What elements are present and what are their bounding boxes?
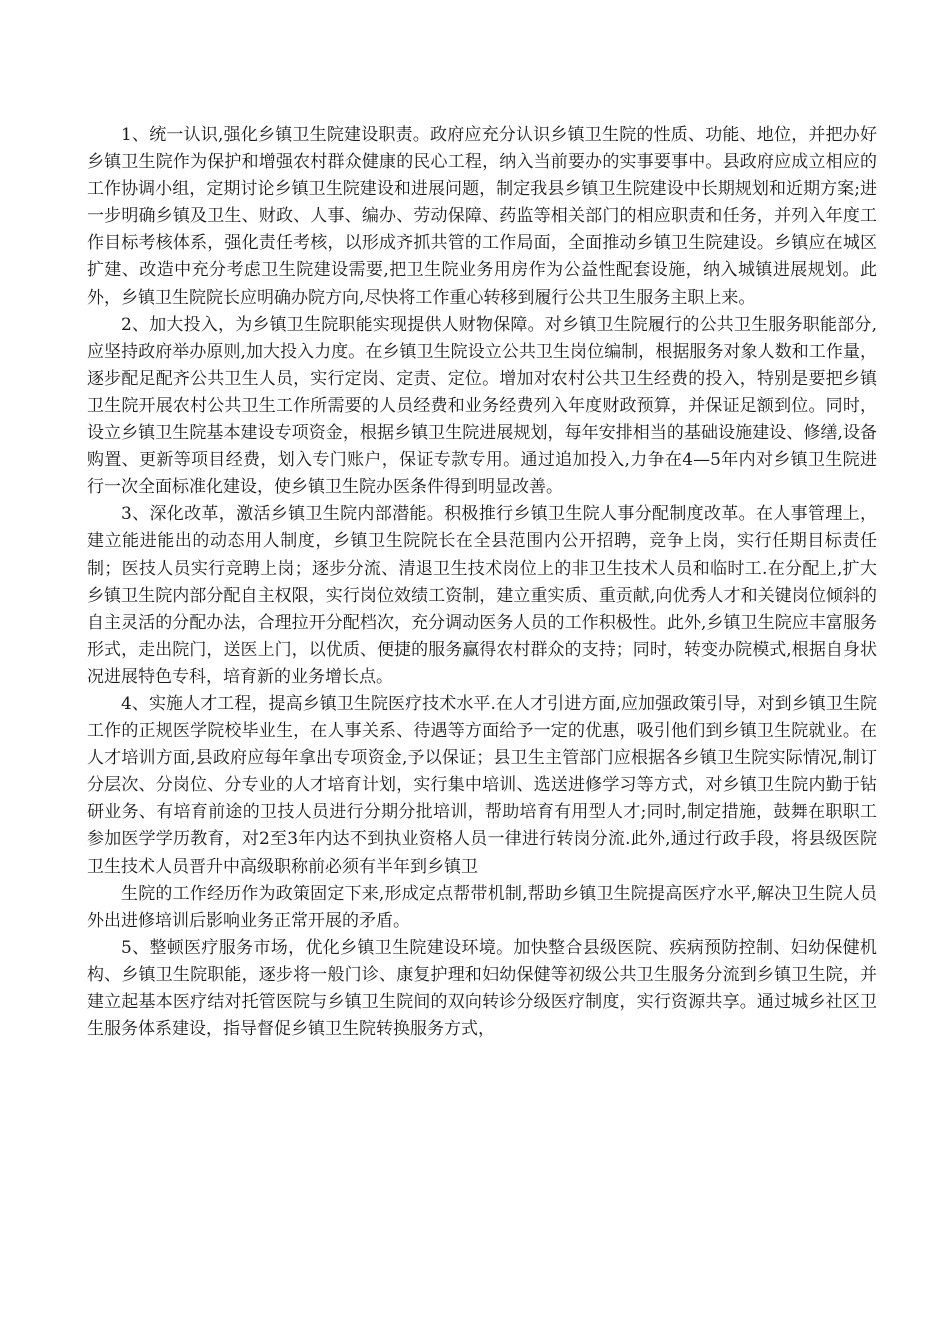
paragraph-2: 2、加大投入，为乡镇卫生院职能实现提供人财物保障。对乡镇卫生院履行的公共卫生服务职能部分,应坚持政府举办原则,加大投入力度。在乡镇卫生院设立公共卫生岗位编制，根据服务对象人数和工作量，逐步配足配齐公共卫生人员，实行定岗、定责、定位。增加对农村公共卫生经费的投入，特别是要把乡镇卫生院开展农村公共卫生工作所需要的人员经费和业务经费列入年度财政预算，并保证足额到位。同时，设立乡镇卫生院基本建设专项资金，根据乡镇卫生院进展规划，每年安排相当的基础设施建设、修缮,设备购置、更新等项目经费，划入专门账户，保证专款专用。通过追加投入,力争在4—5年内对乡镇卫生院进行一次全面标准化建设，使乡镇卫生院办医条件得到明显改善。 [87,314,877,498]
paragraph-4-continuation: 生院的工作经历作为政策固定下来,形成定点帮带机制,帮助乡镇卫生院提高医疗水平,解决卫生院人员外出进修培训后影响业务正常开展的矛盾。 [87,883,877,931]
paragraph-3: 3、深化改革，激活乡镇卫生院内部潜能。积极推行乡镇卫生院人事分配制度改革。在人事管理上，建立能进能出的动态用人制度，乡镇卫生院院长在全县范围内公开招聘，竞争上岗，实行任期目标责任制；医技人员实行竞聘上岗；逐步分流、清退卫生技术岗位上的非卫生技术人员和临时工.在分配上,扩大乡镇卫生院内部分配自主权限，实行岗位效绩工资制，建立重实质、重贡献,向优秀人才和关键岗位倾斜的自主灵活的分配办法，合理拉开分配档次，充分调动医务人员的工作积极性。此外,乡镇卫生院应丰富服务形式，走出院门，送医上门，以优质、便捷的服务赢得农村群众的支持；同时，转变办院模式,根据自身状况进展特色专科，培育新的业务增长点。 [87,504,877,687]
document-body [87,122,877,1043]
paragraph-5: 5、整顿医疗服务市场，优化乡镇卫生院建设环境。加快整合县级医院、疾病预防控制、妇幼保健机构、乡镇卫生院职能，逐步将一般门诊、康复护理和妇幼保健等初级公共卫生服务分流到乡镇卫生院，并建立起基本医疗结对托管医院与乡镇卫生院间的双向转诊分级医疗制度，实行资源共享。通过城乡社区卫生服务体系建设，指导督促乡镇卫生院转换服务方式， [87,937,877,1040]
paragraph-1: 1、统一认识,强化乡镇卫生院建设职责。政府应充分认识乡镇卫生院的性质、功能、地位，并把办好乡镇卫生院作为保护和增强农村群众健康的民心工程，纳入当前要办的实事要事中。县政府应成立相应的工作协调小组，定期讨论乡镇卫生院建设和进展问题，制定我县乡镇卫生院建设中长期规划和近期方案;进一步明确乡镇及卫生、财政、人事、编办、劳动保障、药监等相关部门的相应职责和任务，并列入年度工作目标考核体系，强化责任考核，以形成齐抓共管的工作局面，全面推动乡镇卫生院建设。乡镇应在城区扩建、改造中充分考虑卫生院建设需要,把卫生院业务用房作为公益性配套设施，纳入城镇进展规划。此外，乡镇卫生院院长应明确办院方向,尽快将工作重心转移到履行公共卫生服务主职上来。 [87,125,877,308]
paragraph-4: 4、实施人才工程，提高乡镇卫生院医疗技术水平.在人才引进方面,应加强政策引导，对到乡镇卫生院工作的正规医学院校毕业生，在人事关系、待遇等方面给予一定的优惠，吸引他们到乡镇卫生院就业。在人才培训方面,县政府应每年拿出专项资金,予以保证；县卫生主管部门应根据各乡镇卫生院实际情况,制订分层次、分岗位、分专业的人才培育计划，实行集中培训、选送进修学习等方式，对乡镇卫生院内勤于钻研业务、有培育前途的卫技人员进行分期分批培训，帮助培育有用型人才;同时,制定措施，鼓舞在职职工参加医学学历教育，对2至3年内达不到执业资格人员一律进行转岗分流.此外,通过行政手段，将县级医院卫生技术人员晋升中高级职称前必须有半年到乡镇卫 [87,693,877,877]
